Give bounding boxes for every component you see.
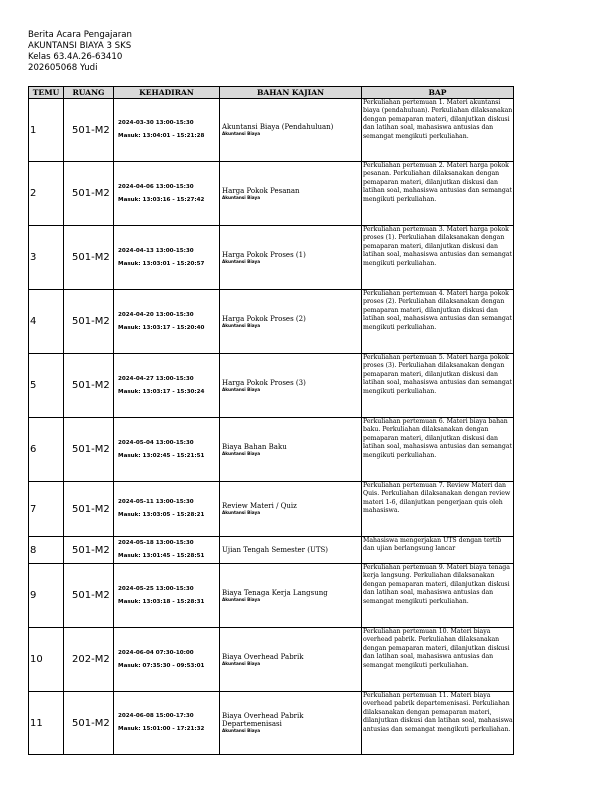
check-in-time: Masuk: 13:03:17 - 15:30:24 xyxy=(118,388,205,395)
cell-ruang: 501-M2 xyxy=(64,162,114,226)
cell-bap: Perkuliahan pertemuan 9. Materi biaya tenaga kerja langsung. Perkuliahan dilaksanakan dengan pemaparan materi, dilanjutkan diskusi dan latihan soal, mahasiswa antusias dan semangat mengikuti perkuliahan. xyxy=(362,564,514,628)
cell-ruang: 501-M2 xyxy=(64,290,114,354)
check-in-time: Masuk: 13:03:05 - 15:28:21 xyxy=(118,512,205,518)
topic-title: Harga Pokok Proses (2) xyxy=(222,314,306,323)
table-row xyxy=(29,226,514,290)
cell-kehadiran xyxy=(114,482,220,537)
cell-kehadiran xyxy=(114,418,220,482)
table-row xyxy=(29,692,514,755)
cell-bahan-kajian xyxy=(220,290,362,354)
cell-temu: 2 xyxy=(29,162,64,226)
table-row xyxy=(29,628,514,692)
cell-bahan-kajian xyxy=(220,354,362,418)
cell-temu: 7 xyxy=(29,482,64,537)
topic-subject: Akuntansi Biaya xyxy=(222,194,261,200)
cell-temu: 11 xyxy=(29,692,64,755)
cell-bahan-kajian xyxy=(220,628,362,692)
cell-temu: 5 xyxy=(29,354,64,418)
document-header xyxy=(28,30,132,74)
table-row xyxy=(29,564,514,628)
course-name: AKUNTANSI BIAYA 3 SKS xyxy=(28,41,132,51)
cell-bahan-kajian xyxy=(220,418,362,482)
table-row xyxy=(29,482,514,537)
topic-title: Harga Pokok Pesanan xyxy=(222,186,300,195)
table-row xyxy=(29,290,514,354)
cell-temu: 9 xyxy=(29,564,64,628)
cell-bap: Perkuliahan pertemuan 2. Materi harga pokok pesanan. Perkuliahan dilaksanakan dengan pemaparan materi, dilanjutkan diskusi dan latihan soal, mahasiswa antusias dan semangat mengikuti perkuliahan. xyxy=(362,162,514,226)
schedule-time: 2024-04-06 13:00-15:30 xyxy=(118,183,194,190)
check-in-time: Masuk: 13:03:16 - 15:27:42 xyxy=(118,196,205,203)
cell-bap: Perkuliahan pertemuan 3. Materi harga pokok proses (1). Perkuliahan dilaksanakan dengan pemaparan materi, dilanjutkan diskusi dan latihan soal, mahasiswa antusias dan semangat mengikuti perkuliahan. xyxy=(362,226,514,290)
column-header-kehadiran: KEHADIRAN xyxy=(114,87,220,99)
cell-bahan-kajian xyxy=(220,692,362,755)
cell-kehadiran xyxy=(114,628,220,692)
column-header-bahan-kajian: BAHAN KAJIAN xyxy=(220,87,362,99)
cell-ruang: 501-M2 xyxy=(64,537,114,564)
topic-title: Biaya Overhead Pabrik Departemenisasi xyxy=(222,712,304,728)
cell-kehadiran xyxy=(114,290,220,354)
topic-subject: Akuntansi Biaya xyxy=(222,258,261,264)
table-header-row xyxy=(29,87,514,99)
cell-ruang: 202-M2 xyxy=(64,628,114,692)
cell-kehadiran xyxy=(114,354,220,418)
topic-subject: Akuntansi Biaya xyxy=(222,660,261,666)
table-row xyxy=(29,418,514,482)
topic-subject: Akuntansi Biaya xyxy=(222,322,261,328)
topic-title: Ujian Tengah Semester (UTS) xyxy=(222,546,329,554)
check-in-time: Masuk: 07:35:30 - 09:53:01 xyxy=(118,662,205,669)
cell-ruang: 501-M2 xyxy=(64,482,114,537)
document-title: Berita Acara Pengajaran xyxy=(28,30,132,40)
cell-temu: 10 xyxy=(29,628,64,692)
check-in-time: Masuk: 13:03:01 - 15:20:57 xyxy=(118,260,205,267)
cell-bahan-kajian xyxy=(220,162,362,226)
cell-kehadiran xyxy=(114,692,220,755)
table-row xyxy=(29,537,514,564)
cell-kehadiran xyxy=(114,564,220,628)
cell-bap: Mahasiswa mengerjakan UTS dengan tertib dan ujian berlangsung lancar xyxy=(362,537,514,564)
cell-bap: Perkuliahan pertemuan 7. Review Materi dan Quis. Perkuliahan dilaksanakan dengan review materi 1-6, dilanjutkan pengerjaan quis oleh mahasiswa. xyxy=(362,482,514,537)
cell-temu: 6 xyxy=(29,418,64,482)
table-row xyxy=(29,162,514,226)
cell-ruang: 501-M2 xyxy=(64,564,114,628)
schedule-time: 2024-06-04 07:30-10:00 xyxy=(118,649,194,656)
topic-title: Review Materi / Quiz xyxy=(222,502,297,510)
topic-subject: Akuntansi Biaya xyxy=(222,450,261,456)
cell-kehadiran xyxy=(114,226,220,290)
cell-ruang: 501-M2 xyxy=(64,354,114,418)
cell-temu: 1 xyxy=(29,99,64,162)
check-in-time: Masuk: 13:02:45 - 15:21:51 xyxy=(118,452,205,459)
schedule-time: 2024-03-30 13:00-15:30 xyxy=(118,120,194,126)
topic-subject: Akuntansi Biaya xyxy=(222,596,261,602)
check-in-time: Masuk: 13:03:18 - 15:28:31 xyxy=(118,598,205,605)
topic-subject: Akuntansi Biaya xyxy=(222,386,261,392)
topic-title: Harga Pokok Proses (1) xyxy=(222,250,306,259)
attendance-table xyxy=(28,86,514,755)
schedule-time: 2024-04-20 13:00-15:30 xyxy=(118,311,194,318)
check-in-time: Masuk: 13:04:01 - 15:21:28 xyxy=(118,133,205,139)
topic-subject: Akuntansi Biaya xyxy=(222,131,261,136)
column-header-temu: TEMU xyxy=(29,87,64,99)
cell-temu: 3 xyxy=(29,226,64,290)
cell-kehadiran xyxy=(114,537,220,564)
schedule-time: 2024-05-04 13:00-15:30 xyxy=(118,439,194,446)
check-in-time: Masuk: 15:01:00 - 17:21:32 xyxy=(118,726,205,732)
cell-bahan-kajian xyxy=(220,537,362,564)
cell-bap: Perkuliahan pertemuan 10. Materi biaya overhead pabrik. Perkuliahan dilaksanakan dengan pemaparan materi, dilanjutkan diskusi dan latihan soal, mahasiswa antusias dan semangat mengikuti perkuliahan. xyxy=(362,628,514,692)
cell-kehadiran xyxy=(114,99,220,162)
schedule-time: 2024-04-13 13:00-15:30 xyxy=(118,247,194,254)
column-header-bap: BAP xyxy=(362,87,514,99)
cell-bahan-kajian xyxy=(220,99,362,162)
topic-title: Akuntansi Biaya (Pendahuluan) xyxy=(222,123,334,131)
cell-ruang: 501-M2 xyxy=(64,692,114,755)
schedule-time: 2024-05-11 13:00-15:30 xyxy=(118,499,194,505)
cell-bahan-kajian xyxy=(220,226,362,290)
cell-bap: Perkuliahan pertemuan 11. Materi biaya overhead pabrik departemenisasi. Perkuliahan dilaksanakan dengan pemaparan materi, dilanjutkan diskusi dan latihan soal, mahasiswa antusias dan semangat mengikuti perkuliahan. xyxy=(362,692,514,755)
cell-bap: Perkuliahan pertemuan 5. Materi harga pokok proses (3). Perkuliahan dilaksanakan dengan pemaparan materi, dilanjutkan diskusi dan latihan soal, mahasiswa antusias dan semangat mengikuti perkuliahan. xyxy=(362,354,514,418)
topic-title: Biaya Overhead Pabrik xyxy=(222,652,304,661)
check-in-time: Masuk: 13:01:45 - 15:28:51 xyxy=(118,553,205,559)
class-code: Kelas 63.4A.26-63410 xyxy=(28,52,123,62)
cell-bahan-kajian xyxy=(220,482,362,537)
cell-ruang: 501-M2 xyxy=(64,418,114,482)
topic-title: Harga Pokok Proses (3) xyxy=(222,378,306,387)
table-row xyxy=(29,99,514,162)
check-in-time: Masuk: 13:03:17 - 15:20:40 xyxy=(118,324,205,331)
schedule-time: 2024-05-18 13:00-15:30 xyxy=(118,540,194,546)
cell-bap: Perkuliahan pertemuan 4. Materi harga pokok proses (2). Perkuliahan dilaksanakan dengan pemaparan materi, dilanjutkan diskusi dan latihan soal, mahasiswa antusias dan semangat mengikuti perkuliahan. xyxy=(362,290,514,354)
topic-subject: Akuntansi Biaya xyxy=(222,510,261,515)
table-row xyxy=(29,354,514,418)
topic-subject: Akuntansi Biaya xyxy=(222,728,261,733)
lecturer-id: 202605068 Yudi xyxy=(28,63,98,73)
cell-ruang: 501-M2 xyxy=(64,99,114,162)
schedule-time: 2024-06-08 15:00-17:30 xyxy=(118,713,194,719)
cell-ruang: 501-M2 xyxy=(64,226,114,290)
cell-bap: Perkuliahan pertemuan 1. Materi akuntansi biaya (pendahuluan). Perkuliahan dilaksanakan dengan pemaparan materi, dilanjutkan diskusi dan latihan soal, mahasiswa antusias dan semangat mengikuti perkuliahan. xyxy=(362,99,514,162)
cell-bahan-kajian xyxy=(220,564,362,628)
topic-title: Biaya Bahan Baku xyxy=(222,442,287,451)
topic-title: Biaya Tenaga Kerja Langsung xyxy=(222,588,328,597)
schedule-time: 2024-05-25 13:00-15:30 xyxy=(118,585,194,592)
column-header-ruang: RUANG xyxy=(64,87,114,99)
schedule-time: 2024-04-27 13:00-15:30 xyxy=(118,375,194,382)
cell-temu: 4 xyxy=(29,290,64,354)
cell-temu: 8 xyxy=(29,537,64,564)
cell-kehadiran xyxy=(114,162,220,226)
cell-bap: Perkuliahan pertemuan 6. Materi biaya bahan baku. Perkuliahan dilaksanakan dengan pemaparan materi, dilanjutkan diskusi dan latihan soal, mahasiswa antusias dan semangat mengikuti perkuliahan. xyxy=(362,418,514,482)
